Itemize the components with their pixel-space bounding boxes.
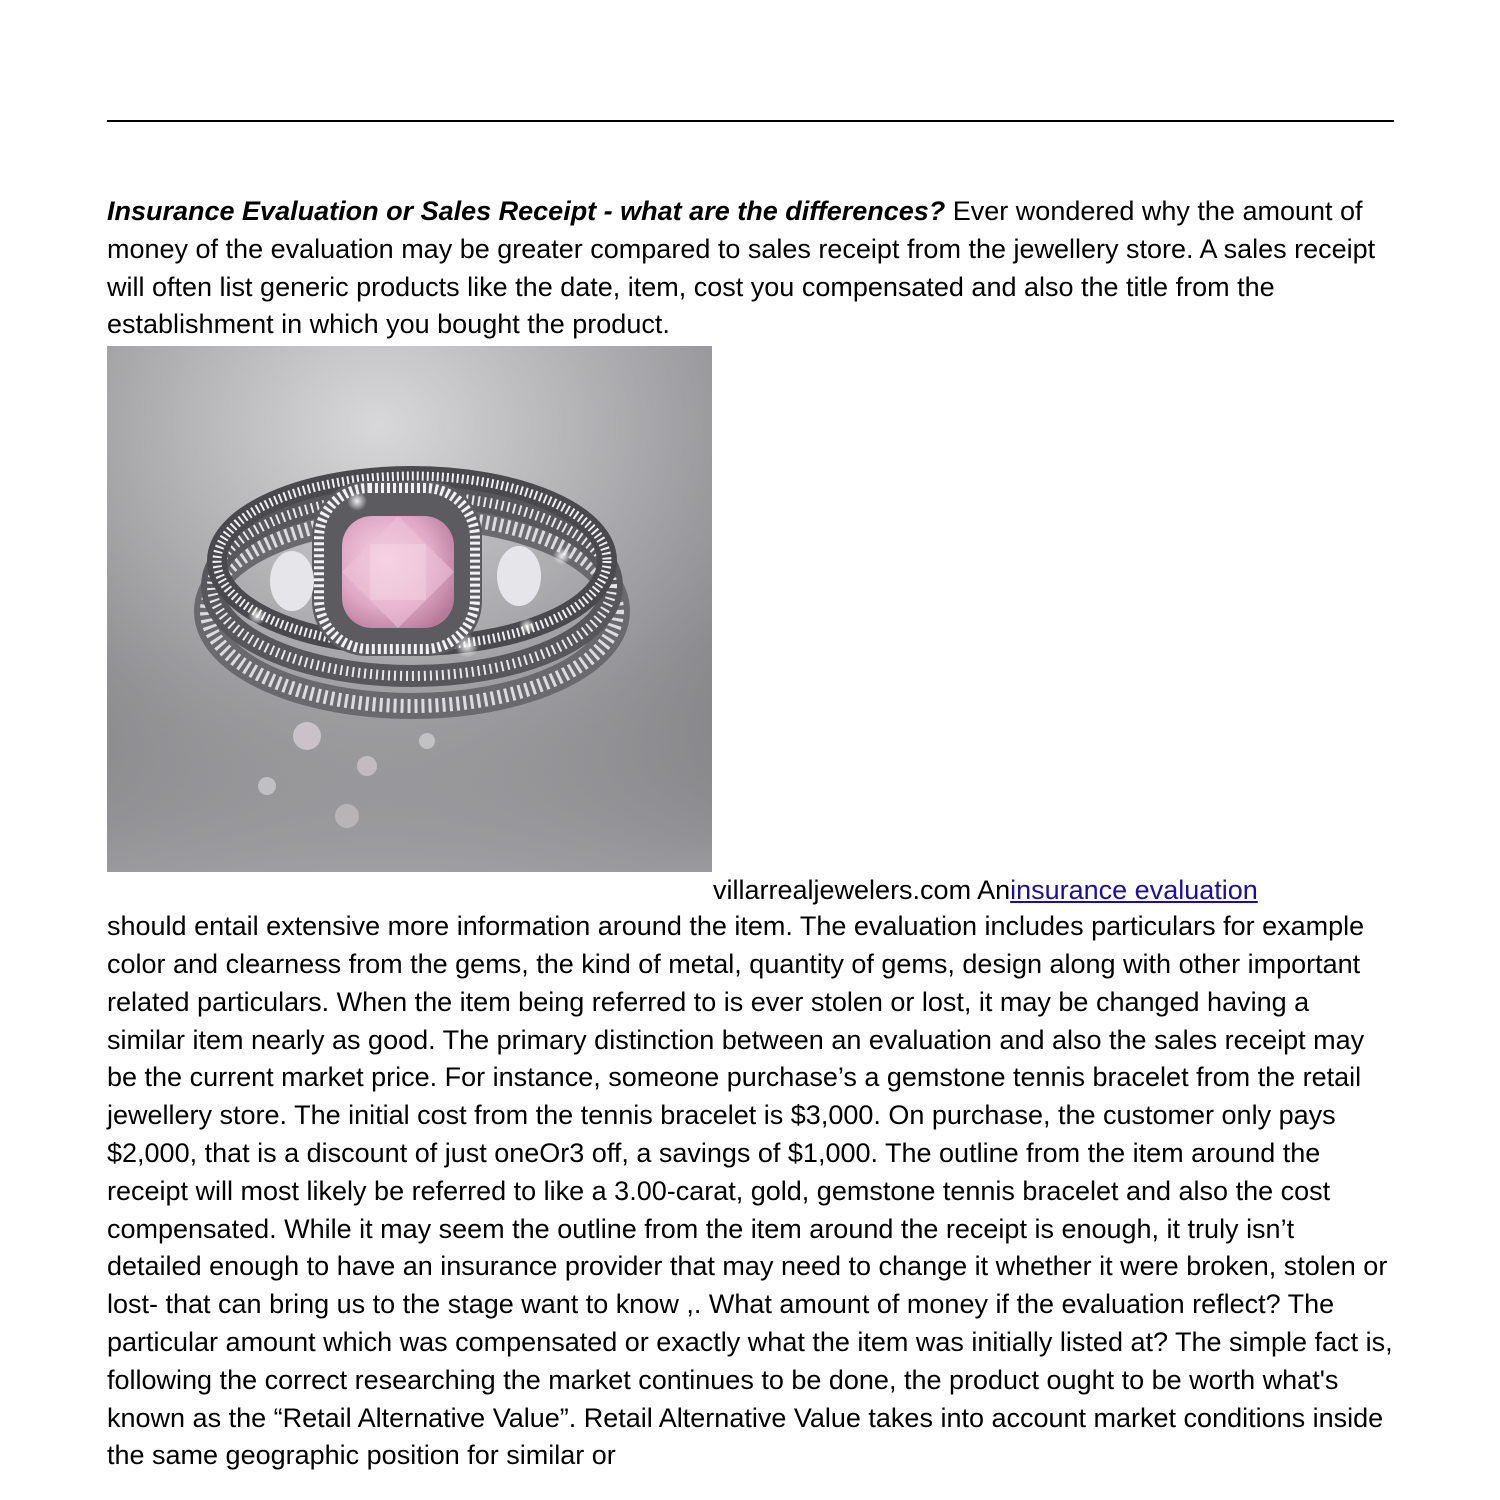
- intro-text: Ever wondered why the amount of money of the evaluation may be greater compared to sales receipt from the jewellery store. A sales receipt will often list generic products like the date, item, cost you compensated and also the title from the establishment in which you bought the product.: [107, 196, 1376, 340]
- intro-paragraph: [107, 193, 1394, 344]
- article-heading: Insurance Evaluation or Sales Receipt - what are the differences?: [107, 196, 946, 226]
- ring-photo: [107, 346, 712, 872]
- article: [107, 193, 1394, 1475]
- body-paragraph: should entail extensive more information around the item. The evaluation includes particulars for example color and clearness from the gems, the kind of metal, quantity of gems, design along with other important related particulars. When the item being referred to is ever stolen or lost, it may be changed having a similar item nearly as good. The primary distinction between an evaluation and also the sales receipt may be the current market price. For instance, someone purchase’s a gemstone tennis bracelet from the retail jewellery store. The initial cost from the tennis bracelet is $3,000. On purchase, the customer only pays $2,000, that is a discount of just oneOr3 off, a savings of $1,000. The outline from the item around the receipt will most likely be referred to like a 3.00-carat, gold, gemstone tennis bracelet and also the cost compensated. While it may seem the outline from the item around the receipt is enough, it truly isn’t detailed enough to have an insurance provider that may need to change it whether it were broken, stolen or lost- that can bring us to the stage want to know ,. What amount of money if the evaluation reflect? The particular amount which was compensated or exactly what the item was initially listed at? The simple fact is, following the correct researching the market continues to be done, the product ought to be worth what's known as the “Retail Alternative Value”. Retail Alternative Value takes into account market conditions inside the same geographic position for similar or: [107, 911, 1393, 1471]
- image-caption: villarrealjewelers.com An: [713, 875, 1011, 906]
- photo-row: [107, 344, 1394, 908]
- header-rule: [107, 120, 1394, 122]
- caption-line: [713, 872, 1258, 910]
- insurance-evaluation-link[interactable]: insurance evaluation: [1010, 875, 1258, 906]
